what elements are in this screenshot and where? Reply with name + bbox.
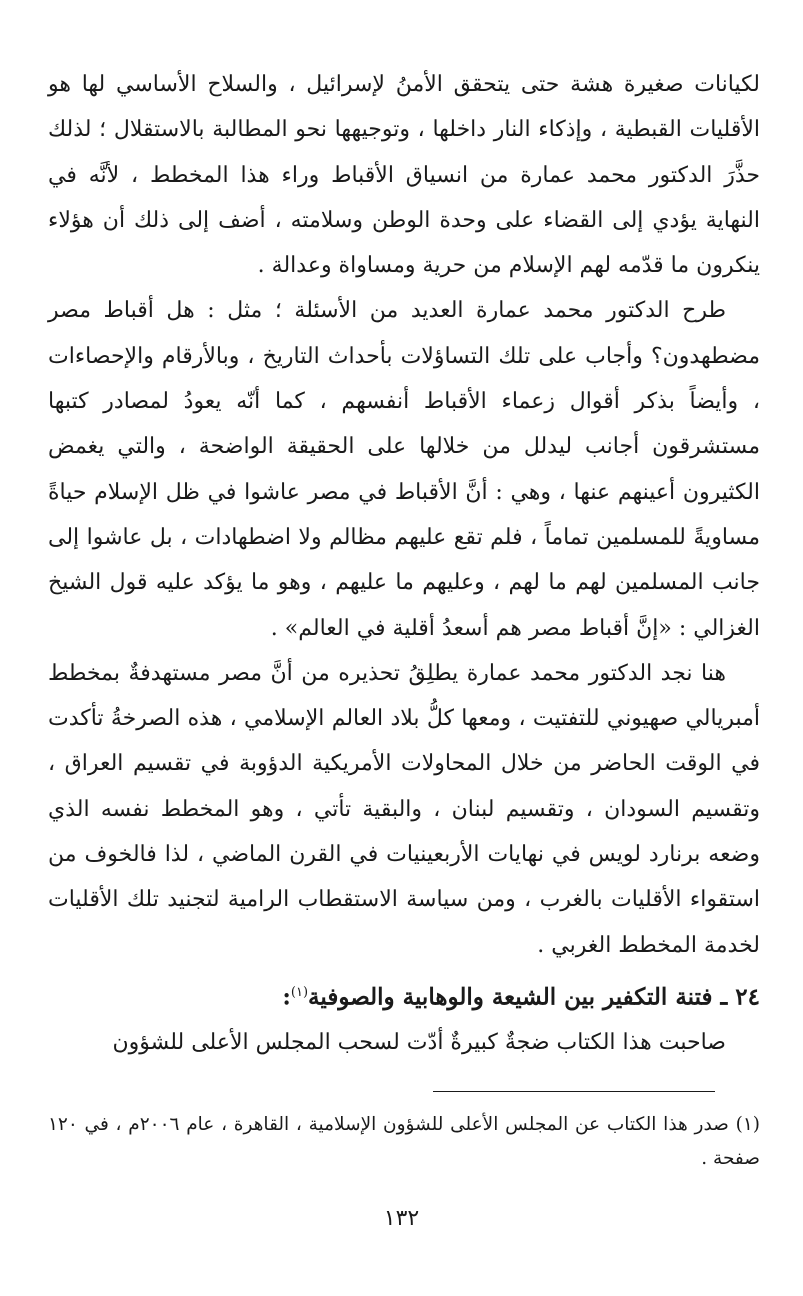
paragraph-continuation: لكيانات صغيرة هشة حتى يتحقق الأمنُ لإسرائيل ، والسلاح الأساسي لها هو الأقليات القبطية ، وإذكاء النار داخلها ، وتوجيهها نحو المطالبة بالاستقلال ؛ لذلك حذَّرَ الدكتور محمد عمارة من انسياق الأقباط وراء هذا المخطط ، لأنَّه في النهاية يؤدي إلى القضاء على وحدة الوطن وسلامته ، أضف إلى ذلك أن هؤلاء ينكرون ما قدّمه لهم الإسلام من حرية ومساواة وعدالة . bbox=[48, 72, 760, 279]
footnote-divider bbox=[433, 1091, 715, 1092]
paragraph-copts-questions: طرح الدكتور محمد عمارة العديد من الأسئلة ؛ مثل : هل أقباط مصر مضطهدون؟ وأجاب على تلك التساؤلات بأحداث التاريخ ، وبالأرقام والإحصاءات ، وأيضاً بذكر أقوال زعماء الأقباط أنفسهم ، كما أنّه يعودُ لمصادر كتبها مستشرقون أجانب ليدلل من خلالها على الحقيقة الواضحة ، والتي يغمض الكثيرون أعينهم عنها ، وهي : أنَّ الأقباط في مصر عاشوا في ظل الإسلام حياةً مساويةً للمسلمين تماماً ، فلم تقع عليهم مظالم ولا اضطهادات ، بل عاشوا إلى جانب المسلمين لهم ما لهم ، وعليهم ما عليهم ، وهو ما يؤكد عليه قول الشيخ الغزالي : «إنَّ أقباط مصر هم أسعدُ أقلية في العالم» . bbox=[48, 298, 761, 641]
footnote-item: (١) صدر هذا الكتاب عن المجلس الأعلى للشؤون الإسلامية ، القاهرة ، عام ٢٠٠٦م ، في ١٢٠ صفحة . bbox=[48, 1114, 760, 1169]
page-body bbox=[48, 62, 760, 1065]
page-number: ١٣٢ bbox=[383, 1206, 420, 1231]
section-heading-text: ٢٤ ـ فتنة التكفير بين الشيعة والوهابية والصوفية bbox=[308, 983, 760, 1011]
footnote-reference: (١) bbox=[290, 984, 309, 1000]
paragraph-warning: هنا نجد الدكتور محمد عمارة يطلِقُ تحذيره من أنَّ مصر مستهدفةٌ بمخطط أمبريالي صهيوني للتفتيت ، ومعها كلُّ بلاد العالم الإسلامي ، هذه الصرخةُ تأكدت في الوقت الحاضر من خلال المحاولات الأمريكية الدؤوبة في تقسيم العراق ، وتقسيم السودان ، وتقسيم لبنان ، والبقية تأتي ، وهو المخطط نفسه الذي وضعه برنارد لويس في نهايات الأربعينيات في القرن الماضي ، لذا فالخوف من استقواء الأقليات بالغرب ، ومن سياسة الاستقطاب الرامية لتجنيد تلك الأقليات لخدمة المخطط الغربي . bbox=[48, 660, 760, 958]
paragraph-section-start: صاحبت هذا الكتاب ضجةٌ كبيرةٌ أدّت لسحب المجلس الأعلى للشؤون bbox=[112, 1029, 726, 1055]
footnotes bbox=[48, 1108, 760, 1176]
section-heading bbox=[48, 970, 760, 1020]
section-heading-colon: : bbox=[282, 983, 291, 1011]
